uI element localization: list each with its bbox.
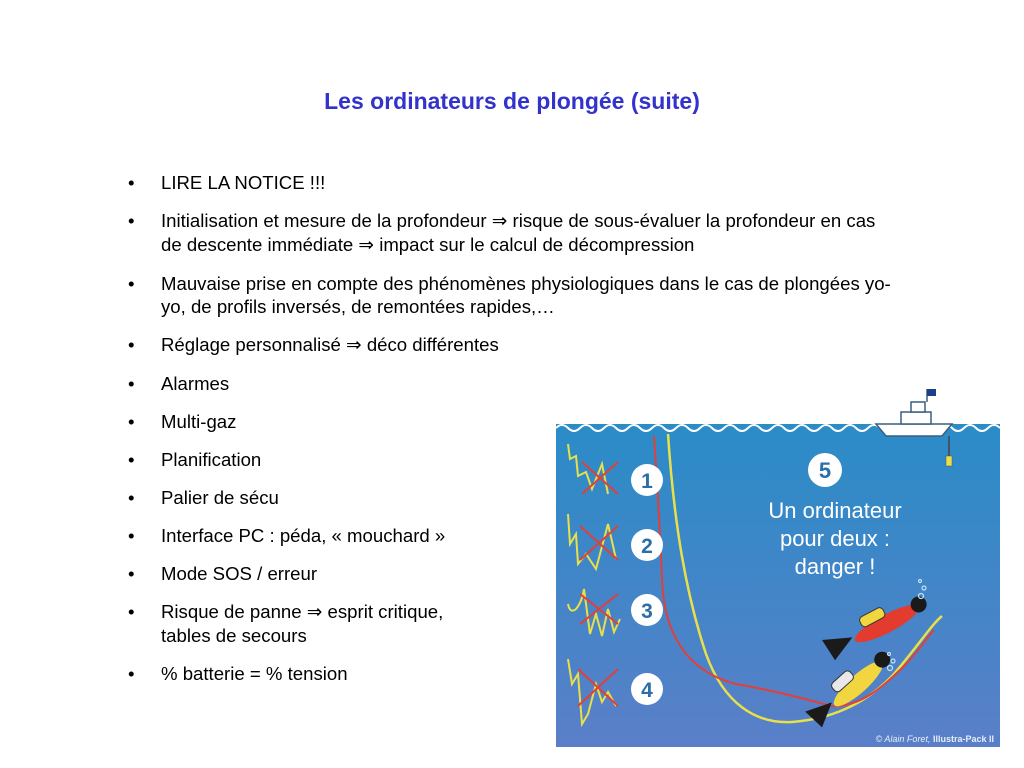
bullet-dot: •	[128, 172, 135, 193]
implies-arrow-icon: ⇒	[306, 602, 323, 623]
bullet-dot: •	[128, 601, 135, 622]
badge-label: 2	[641, 535, 653, 558]
implies-arrow-icon: ⇒	[358, 235, 375, 256]
bullet-dot: •	[128, 563, 135, 584]
list-item	[128, 333, 898, 357]
list-item	[128, 209, 898, 257]
bullet-text: Multi-gaz	[161, 411, 237, 432]
bullet-dot: •	[128, 334, 135, 355]
caption-line-1: Un ordinateur	[768, 498, 902, 523]
bullet-text: % batterie = % tension	[161, 663, 348, 684]
bullet-dot: •	[128, 210, 135, 231]
bullet-dot: •	[128, 373, 135, 394]
badge-1	[631, 464, 663, 496]
bullet-text: Alarmes	[161, 373, 230, 394]
badge-5	[808, 453, 842, 487]
bullet-text: Réglage personnalisé	[161, 334, 341, 355]
caption-line-2: pour deux :	[779, 526, 891, 551]
implies-arrow-icon: ⇒	[491, 211, 508, 232]
bullet-dot: •	[128, 449, 135, 470]
list-item	[128, 272, 898, 318]
bullet-text: Risque de panne	[161, 601, 302, 622]
badge-2	[631, 529, 663, 561]
bullet-dot: •	[128, 487, 135, 508]
dive-illustration	[556, 384, 1000, 747]
badge-label: 5	[818, 458, 832, 483]
bullet-text: Mode SOS / erreur	[161, 563, 318, 584]
implies-arrow-icon: ⇒	[346, 335, 362, 356]
bullet-dot: •	[128, 663, 135, 684]
bullet-text: Initialisation et mesure de la profondeur	[161, 210, 487, 231]
bullet-text: Mauvaise prise en compte des phénomènes physiologiques dans le cas de plongées yo-yo, de profils inversés, de remontées rapides,…	[161, 273, 891, 317]
bullet-text: impact sur le calcul de décompression	[379, 234, 695, 255]
badge-label: 1	[641, 470, 653, 493]
badge-4	[631, 673, 663, 705]
bullet-text: Interface PC : péda, « mouchard »	[161, 525, 446, 546]
slide-title: Les ordinateurs de plongée (suite)	[324, 88, 700, 114]
bullet-text: LIRE LA NOTICE !!!	[161, 172, 326, 193]
caption-line-3: danger !	[794, 554, 876, 579]
credit-text	[876, 734, 994, 744]
bullet-dot: •	[128, 411, 135, 432]
badge-label: 3	[641, 600, 653, 623]
bullet-dot: •	[128, 525, 135, 546]
bullet-text: esprit critique,	[327, 601, 444, 622]
credit-brand: Illustra-Pack II	[932, 734, 994, 744]
water-background	[556, 424, 1000, 747]
bullet-text: Palier de sécu	[161, 487, 279, 508]
bullet-text: risque de sous-évaluer la profondeur en cas de descente immédiate	[161, 210, 876, 255]
badge-label: 4	[641, 679, 653, 702]
bullet-dot: •	[128, 273, 135, 294]
badge-3	[631, 594, 663, 626]
credit-prefix: © Alain Foret,	[875, 734, 931, 744]
bullet-text: tables de secours	[161, 625, 307, 646]
bullet-text: Planification	[161, 449, 262, 470]
list-item	[128, 171, 898, 194]
bullet-text: déco différentes	[366, 334, 499, 355]
